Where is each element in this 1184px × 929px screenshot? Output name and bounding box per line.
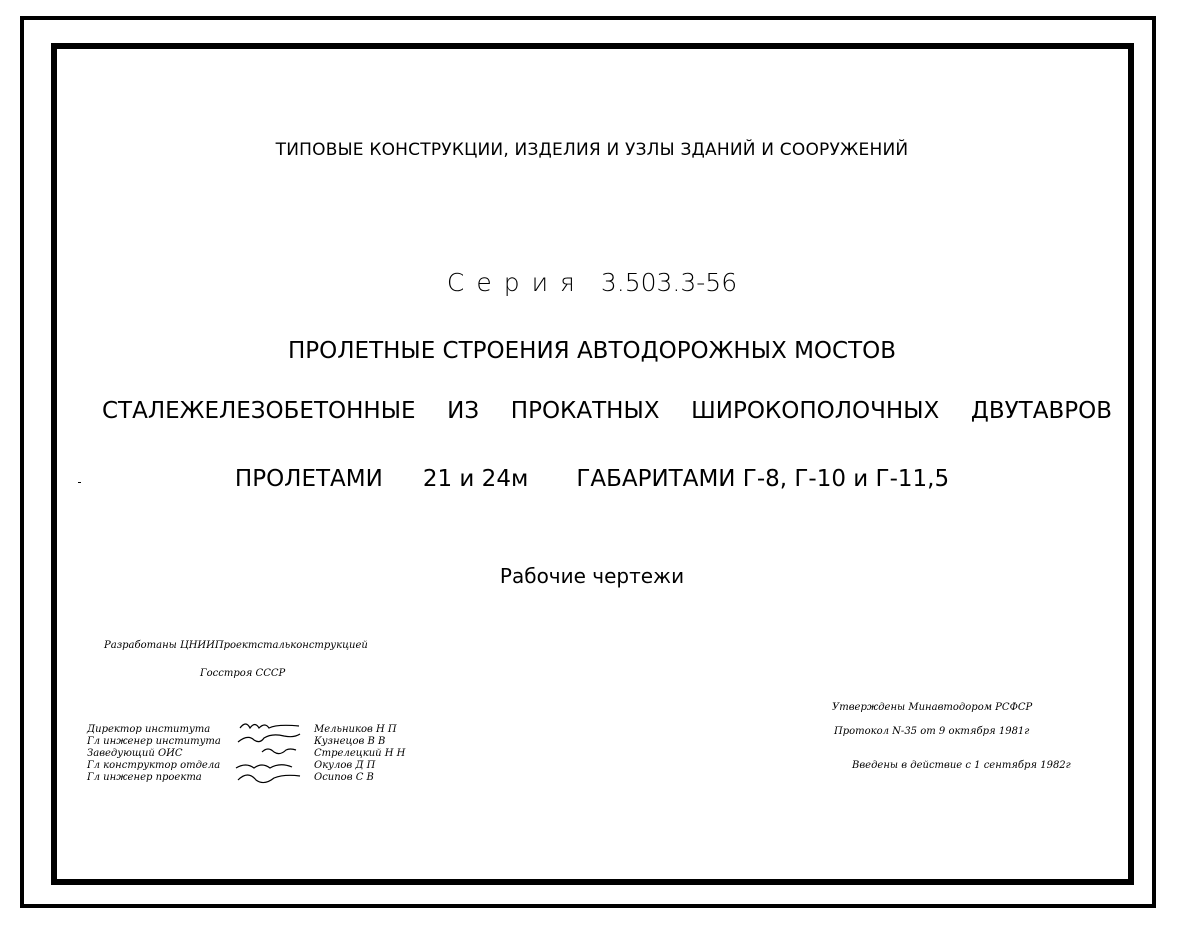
title-line-1: ПРОЛЕТНЫЕ СТРОЕНИЯ АВТОДОРОЖНЫХ МОСТОВ	[287, 338, 897, 364]
role-chief-engineer: Гл инженер института	[87, 736, 221, 747]
developed-org: Госстроя СССР	[200, 668, 286, 679]
introduced-line: Введены в действие с 1 сентября 1982г	[852, 760, 1071, 771]
role-chief-designer: Гл конструктор отдела	[87, 760, 221, 771]
handwritten-signatures	[232, 716, 322, 806]
dims-label: ГАБАРИТАМИ Г-8, Г-10 и Г-11,5	[576, 466, 950, 492]
developed-by: Разработаны ЦНИИПроектстальконструкцией	[104, 640, 368, 651]
working-drawings-subtitle: Рабочие чертежи	[499, 564, 685, 588]
protocol-line: Протокол N-35 от 9 октября 1981г	[834, 726, 1030, 737]
series-label: Серия	[446, 268, 587, 297]
role-head-ois: Заведующий ОИС	[87, 748, 183, 759]
name-streletsky: Стрелецкий Н Н	[314, 748, 406, 759]
title-line-2: СТАЛЕЖЕЛЕЗОБЕТОННЫЕ ИЗ ПРОКАТНЫХ ШИРОКОПОЛОЧНЫХ ДВУТАВРОВ	[102, 398, 1112, 424]
name-kuznetsov: Кузнецов В В	[314, 736, 386, 747]
spans-label: ПРОЛЕТАМИ	[234, 466, 383, 492]
name-okulov: Окулов Д П	[314, 760, 376, 771]
role-director: Директор института	[87, 724, 211, 735]
title-line-3	[0, 466, 1184, 492]
role-project-engineer: Гл инженер проекта	[87, 772, 202, 783]
name-melnikov: Мельников Н П	[314, 724, 397, 735]
spans-value: 21 и 24м	[422, 466, 529, 492]
name-osipov: Осипов С В	[314, 772, 374, 783]
signatory-names	[314, 724, 405, 784]
approved-by: Утверждены Минавтодором РСФСР	[832, 702, 1033, 713]
signatory-roles	[87, 724, 221, 784]
document-header: ТИПОВЫЕ КОНСТРУКЦИИ, ИЗДЕЛИЯ И УЗЛЫ ЗДАНИЙ И СООРУЖЕНИЙ	[275, 140, 909, 160]
series-line	[0, 268, 1184, 297]
series-number: 3.503.3-56	[600, 268, 738, 297]
